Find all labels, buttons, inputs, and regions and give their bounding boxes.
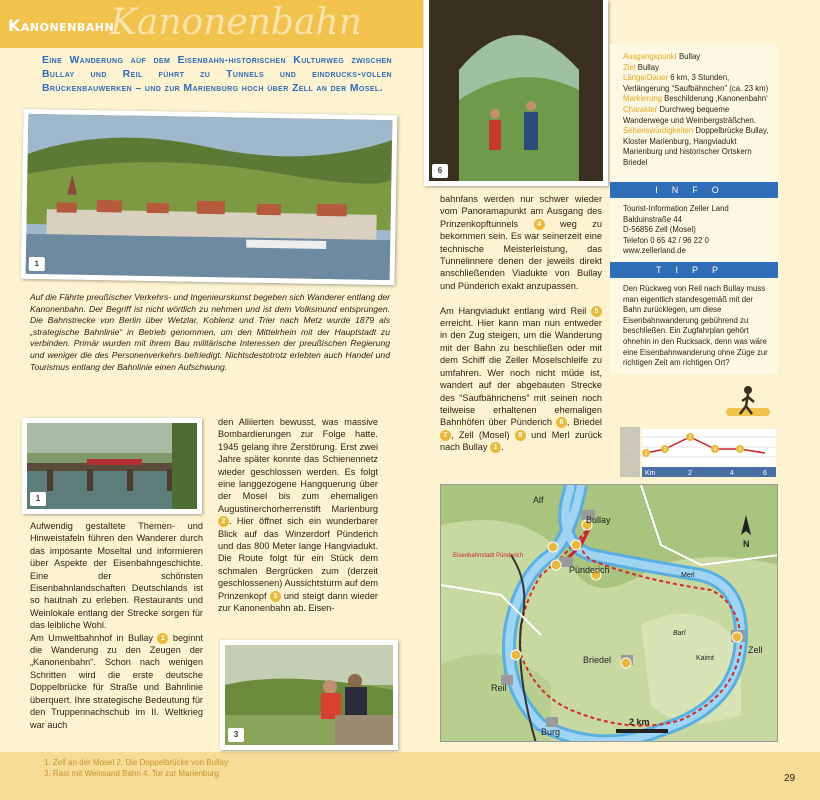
map-label: Burg [541, 727, 561, 737]
waypoint-marker: 8 [515, 430, 526, 441]
distance-tick: Km [645, 470, 656, 477]
col3-text-h: . [501, 442, 504, 453]
elevation-profile [620, 427, 778, 477]
photo-double-bridge [22, 418, 202, 514]
map-label: Kaimt [696, 655, 714, 662]
col3-text-d: erreicht. Hier kann man nun entweder in den Zug steigen, um die Wanderung mit der Bahn zu beschließen oder mit dem Schiff die Zeller Moselschleife zu umfahren. Wer noch nicht müde ist, wandert auf der abgebauten Strecke des “Saufbähnchens” mit seinen noch teilweise erhaltenen ehemaligen Bahnhöfen über Pünderich [440, 318, 602, 428]
scale-label: 2 km [629, 717, 650, 727]
col2-text-a: den Alliierten bewusst, was massive Bombardierungen zur Folge hatte. 1945 gelang ihre Zerstörung. Erst zwei Jahre später konnte das Schienennetz wieder geschlossen werden. Es folgt eine langgezogene Hangquerung über der Mosel bis zum ehemaligen Augustinerchorherrenstift Marienburg [218, 417, 378, 514]
waypoint-marker: 5 [591, 306, 602, 317]
photo-number: 3 [228, 728, 244, 742]
map-label: Barl [673, 630, 686, 637]
map-marker [621, 658, 631, 668]
map-label: Pünderich [569, 565, 610, 575]
bridge-photo-illustration [27, 423, 197, 509]
distance-tick: 2 [688, 470, 692, 477]
waypoint-marker: 3 [270, 591, 281, 602]
waypoint-marker: 6 [556, 417, 567, 428]
route-map[interactable] [440, 484, 778, 742]
zell-photo-illustration [26, 114, 393, 280]
photo-number: 1 [30, 492, 46, 506]
map-marker [511, 650, 521, 660]
facts-box [623, 52, 775, 169]
footnote-line: 3. Rast mit Weinsand Bahn 4. Tor zur Marienburg [44, 769, 219, 778]
north-label: N [743, 539, 750, 549]
col3-text-c: Am Hangviadukt entlang wird Reil [440, 305, 587, 316]
info-line: Tourist-Information Zeller Land [623, 204, 729, 213]
page-number: 29 [784, 773, 796, 784]
photo-rest [220, 640, 398, 750]
length-label: Länge/Dauer [623, 73, 669, 83]
character-value: Durchweg bequeme Wanderwege und Weinbergsträßchen. [623, 104, 757, 125]
map-label: Reil [491, 683, 507, 693]
map-label: Bullay [586, 515, 611, 525]
waypoint-marker: 2 [218, 516, 229, 527]
tunnel-photo-illustration [429, 0, 603, 181]
col3-text-b: weg zu bekommen sein. Es war seinerzeit eine technische Meisterleistung, das Tunnelinnere denen der jeweils direkt anschließenden Viadukte von Bullay und Pünderich exakt anzupassen. [440, 218, 602, 291]
col2-text-c: und steigt dann wieder zur Kanonenbahn ab. Eisen- [218, 590, 378, 614]
col2-text-b: . Hier öffnet sich ein wunderbarer Blick auf das Winzerdorf Pünderich und das 800 Meter lange Hangviadukt. Die Route folgt für ein Stück dem schmalen Bergrücken zum (derzeit geschlossenen) Aussichtsturm auf dem Prinzenkopf [218, 516, 378, 601]
goal-value: Bullay [637, 62, 659, 72]
col3-text-f: , Zell (Mosel) [451, 429, 510, 440]
col3-text-a: bahnfans werden nur schwer wieder vom Panoramapunkt am Ausgang des Prinzenkopftunnels [440, 194, 602, 229]
info-line: D-56856 Zell (Mosel) [623, 225, 696, 235]
map-label: Briedel [583, 655, 612, 665]
tip-bar: TIPP [610, 262, 778, 278]
station-label: Eisenbahnstadt Pünderich [453, 553, 524, 559]
distance-tick: 6 [763, 470, 767, 477]
info-website-link[interactable]: www.zellerland.de [623, 246, 686, 256]
column-1-text [30, 520, 203, 731]
map-illustration [441, 485, 778, 742]
hiker-icon [726, 384, 770, 418]
map-marker [551, 560, 561, 570]
script-title: Kanonenbahn [110, 2, 362, 43]
footnotes [44, 757, 228, 779]
profile-marker-label: 1 [644, 451, 648, 457]
sights-label: Sehenswürdigkeiten [623, 126, 694, 136]
intro-text: Eine Wanderung auf dem Eisenbahn-historischen Kulturweg zwischen Bullay und Reil führt zu Tunnels und eindrucks-vollen Brückenbauwerken – und zur Marienburg hoch über Zell an der Mosel. [42, 55, 392, 94]
start-value: Bullay [678, 52, 701, 61]
column-3-text [440, 193, 602, 454]
map-marker [548, 542, 558, 552]
map-label: Zell [748, 645, 763, 655]
waypoint-marker: 1 [157, 633, 168, 644]
page-title: Kanonenbahn [8, 16, 115, 35]
profile-marker-label: 2 [663, 447, 667, 453]
col1-paragraph-2b: beginnt die Wanderung zu den Zeugen der „Kanonenbahn“. Schon nach wenigen Schritten wird die erste deutsche Doppelbrücke für Straße und Bahnlinie überquert. Ihre strategische Bedeutung für den Truppennachschub im II. Weltkrieg war auch [30, 632, 203, 730]
start-label: Ausgangspunkt [623, 52, 677, 61]
map-marker [732, 632, 742, 642]
profile-marker-label: 5 [738, 447, 742, 453]
photo-number: 6 [432, 164, 448, 178]
profile-marker-label: 3 [688, 435, 692, 441]
col1-paragraph-1: Aufwendig gestaltete Themen- und Hinweistafeln führen den Wanderer durch das imposante Moseltal und informieren über Aspekte der Eisenbahngeschichte. Eine der schönsten Eisenbahnlandschaften Deutschlands ist so hautnah zu erleben. Restaurants und Weinlokale entlang der Strecke sorgen für das leibliche Wohl. [30, 521, 203, 631]
info-bar: INFO [610, 182, 778, 198]
photo-tunnel [424, 0, 608, 186]
marking-value: Beschilderung ‚Kanonenbahn‘ [664, 94, 768, 104]
waypoint-marker: 4 [534, 219, 545, 230]
rest-photo-illustration [225, 645, 393, 745]
col3-text-e: , Briedel [566, 417, 602, 428]
sights-value: Doppelbrücke Bullay, Kloster Marienburg, Hangviadukt Marienburg und historischer Ortskern Briedel [623, 126, 769, 167]
info-line: Balduinstraße 44 [623, 214, 682, 224]
info-text [623, 204, 773, 257]
col3-text-g: und Merl zurück nach Bullay [440, 429, 602, 453]
distance-tick: 4 [730, 470, 734, 477]
waypoint-marker: 7 [440, 430, 451, 441]
map-label: Merl [681, 572, 695, 579]
map-label: Alf [533, 495, 544, 505]
col1-paragraph-2a: Am Umweltbahnhof in Bullay [30, 632, 154, 643]
goal-label: Ziel [623, 62, 636, 72]
column-2-text [218, 416, 378, 615]
footnote-line: 1. Zell an der Mosel 2. Die Doppelbrücke von Bullay [44, 758, 229, 767]
character-label: Charakter [623, 104, 658, 114]
profile-marker-label: 4 [713, 447, 717, 453]
marking-label: Markierung [623, 94, 662, 104]
length-value: 6 km, 3 Stunden, Verlängerung “Saufbähnchen” (ca. 23 km) [623, 73, 769, 93]
map-marker [571, 540, 581, 550]
photo-number: 1 [29, 257, 45, 271]
photo-zell [21, 109, 398, 286]
photo-caption: Auf die Fährte preußischer Verkehrs- und Ingenieurskunst begeben sich Wanderer entlang der Kanonenbahn. Der Begriff ist nicht wörtlich zu nehmen und ist dem Volksmund entsprungen. Die Bahnstrecke von Berlin über Wetzlar, Koblenz und Trier nach Metz wurde 1879 als „strategische Bahnlinie“ in Betrieb genommen, um den Mittelrhein mit der Hauptstadt zu verbinden. Primär wurden mit ihrem Bau militärische Interessen der preußischen Regierung und weniger die des Personenverkehrs befriedigt. Nichtsdestotrotz erlebten auch Handel und Tourismus entlang der Bahnlinie einen Aufschwung. [30, 292, 390, 372]
waypoint-marker: 1 [490, 442, 501, 453]
info-line: Telefon 0 65 42 / 96 22 0 [623, 235, 709, 245]
tip-text: Den Rückweg von Reil nach Bullay muss man eigentlich standesgemäß mit der Bahn zurücklegen, um diese Eisenbahnwanderung gebührend zu beschließen. Ein Zugfahrplan gehört ohnehin in den Rucksack, denn was wäre eine Eisenbahnwanderung ohne Züge zur richtigen Zeit am richtigen Ort? [623, 284, 768, 368]
